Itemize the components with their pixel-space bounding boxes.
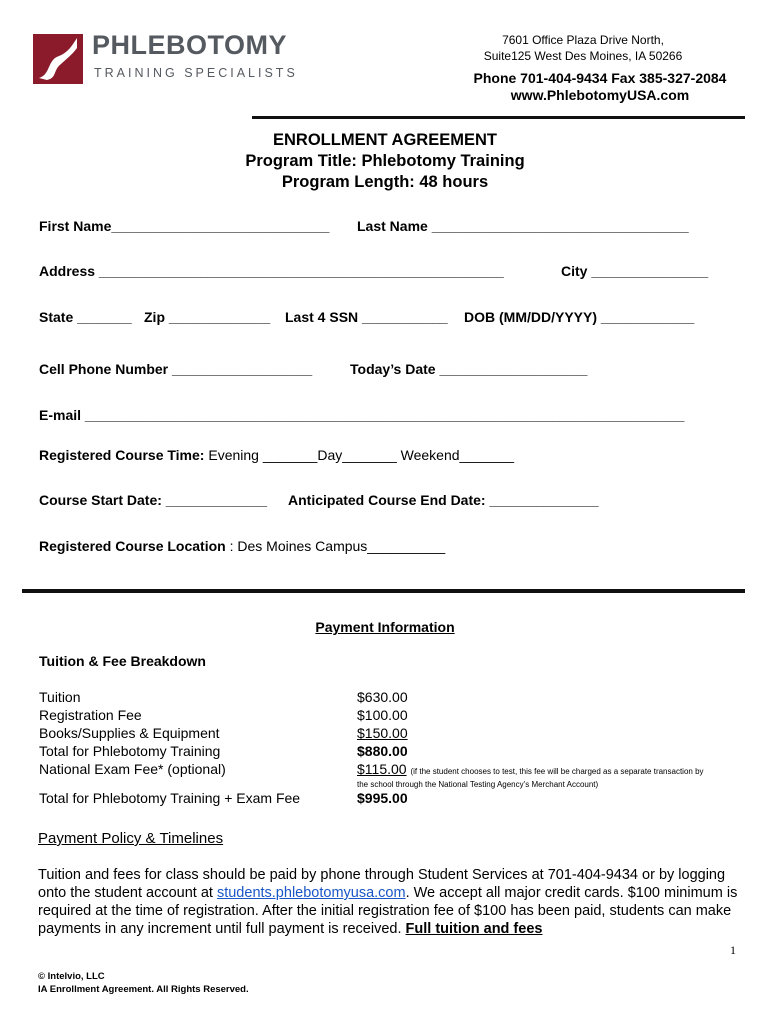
footer <box>38 970 249 996</box>
fee-label-tuition: Tuition <box>39 689 81 705</box>
logo-mark-icon <box>33 34 83 84</box>
ssn-field[interactable]: Last 4 SSN ___________ <box>285 309 448 325</box>
course-location-value[interactable]: : Des Moines Campus__________ <box>225 538 446 554</box>
end-date-field[interactable]: Anticipated Course End Date: ______________ <box>288 492 599 508</box>
logo-wordmark: PHLEBOTOMY <box>92 30 288 60</box>
todays-date-field[interactable]: Today’s Date ___________________ <box>350 361 588 377</box>
fee-label-books: Books/Supplies & Equipment <box>39 725 220 741</box>
first-name-field[interactable]: First Name____________________________ <box>39 218 330 234</box>
fee-value-registration: $100.00 <box>357 707 408 723</box>
fee-value-exam: $115.00 <box>357 761 407 777</box>
address-line1: 7601 Office Plaza Drive North, <box>502 33 664 47</box>
title-line1: ENROLLMENT AGREEMENT <box>273 131 497 149</box>
footer-copyright: © Intelvio, LLC <box>38 971 105 982</box>
policy-text-part2: . We accept all major credit cards. $100 minimum is required at the time of registration. After the initial registration fee of $100 has been paid, students can make payments in any increment until full payment is received. <box>38 885 738 937</box>
payment-policy-text <box>38 866 738 938</box>
course-location-field[interactable] <box>39 538 445 554</box>
payment-policy-title: Payment Policy & Timelines <box>38 830 224 847</box>
fee-value-tuition: $630.00 <box>357 689 408 705</box>
zip-field[interactable]: Zip _____________ <box>144 309 271 325</box>
last-name-field[interactable]: Last Name _________________________________ <box>357 218 689 234</box>
address-block <box>470 32 696 64</box>
fee-label-exam: National Exam Fee* (optional) <box>39 761 226 777</box>
grand-total-label: Total for Phlebotomy Training + Exam Fee <box>39 790 301 806</box>
fee-label-total: Total for Phlebotomy Training <box>39 743 221 759</box>
grand-total-value: $995.00 <box>357 790 408 806</box>
header-divider <box>252 116 745 119</box>
document-title <box>0 130 770 193</box>
phone-fax: Phone 701-404-9434 Fax 385-327-2084 <box>473 70 727 86</box>
course-time-field[interactable] <box>39 447 514 463</box>
exam-note-line1: (if the student chooses to test, this fee will be charged as a separate transaction by <box>410 767 704 776</box>
policy-bold-tail: Full tuition and fees <box>405 921 543 937</box>
fee-value-books: $150.00 <box>357 725 408 741</box>
website: www.PhlebotomyUSA.com <box>510 87 690 103</box>
fee-breakdown-title: Tuition & Fee Breakdown <box>39 653 206 669</box>
dob-field[interactable]: DOB (MM/DD/YYYY) ____________ <box>464 309 695 325</box>
fee-value-exam-row <box>357 761 704 777</box>
course-time-label: Registered Course Time: <box>39 447 205 463</box>
section-divider <box>22 589 745 593</box>
fee-value-total: $880.00 <box>357 743 408 759</box>
phone-block <box>460 70 740 104</box>
address-field[interactable]: Address ____________________________________________________ <box>39 263 504 279</box>
course-time-options[interactable]: Evening _______Day_______ Weekend_______ <box>204 447 515 463</box>
payment-information-title: Payment Information <box>315 619 455 635</box>
student-portal-link[interactable]: students.phlebotomyusa.com <box>216 885 406 901</box>
state-field[interactable]: State _______ <box>39 309 132 325</box>
page-number: 1 <box>730 943 736 957</box>
title-line3: Program Length: 48 hours <box>281 173 489 191</box>
footer-rights: IA Enrollment Agreement. All Rights Reserved. <box>38 984 249 995</box>
start-date-field[interactable]: Course Start Date: _____________ <box>39 492 268 508</box>
address-line2: Suite125 West Des Moines, IA 50266 <box>483 49 683 63</box>
cell-phone-field[interactable]: Cell Phone Number __________________ <box>39 361 313 377</box>
logo-tagline: TRAINING SPECIALISTS <box>94 66 298 80</box>
email-field[interactable]: E-mail _____________________________________________________________________________ <box>39 407 685 423</box>
exam-note-line2: the school through the National Testing Agency’s Merchant Account) <box>357 780 599 789</box>
city-field[interactable]: City _______________ <box>561 263 709 279</box>
policy-text-part1: Tuition and fees for class should be paid by phone through Student Services at 701-404-9434 or by logging onto the student account at <box>38 867 726 901</box>
title-line2: Program Title: Phlebotomy Training <box>245 152 525 170</box>
fee-label-registration: Registration Fee <box>39 707 142 723</box>
course-location-label: Registered Course Location <box>39 538 226 554</box>
